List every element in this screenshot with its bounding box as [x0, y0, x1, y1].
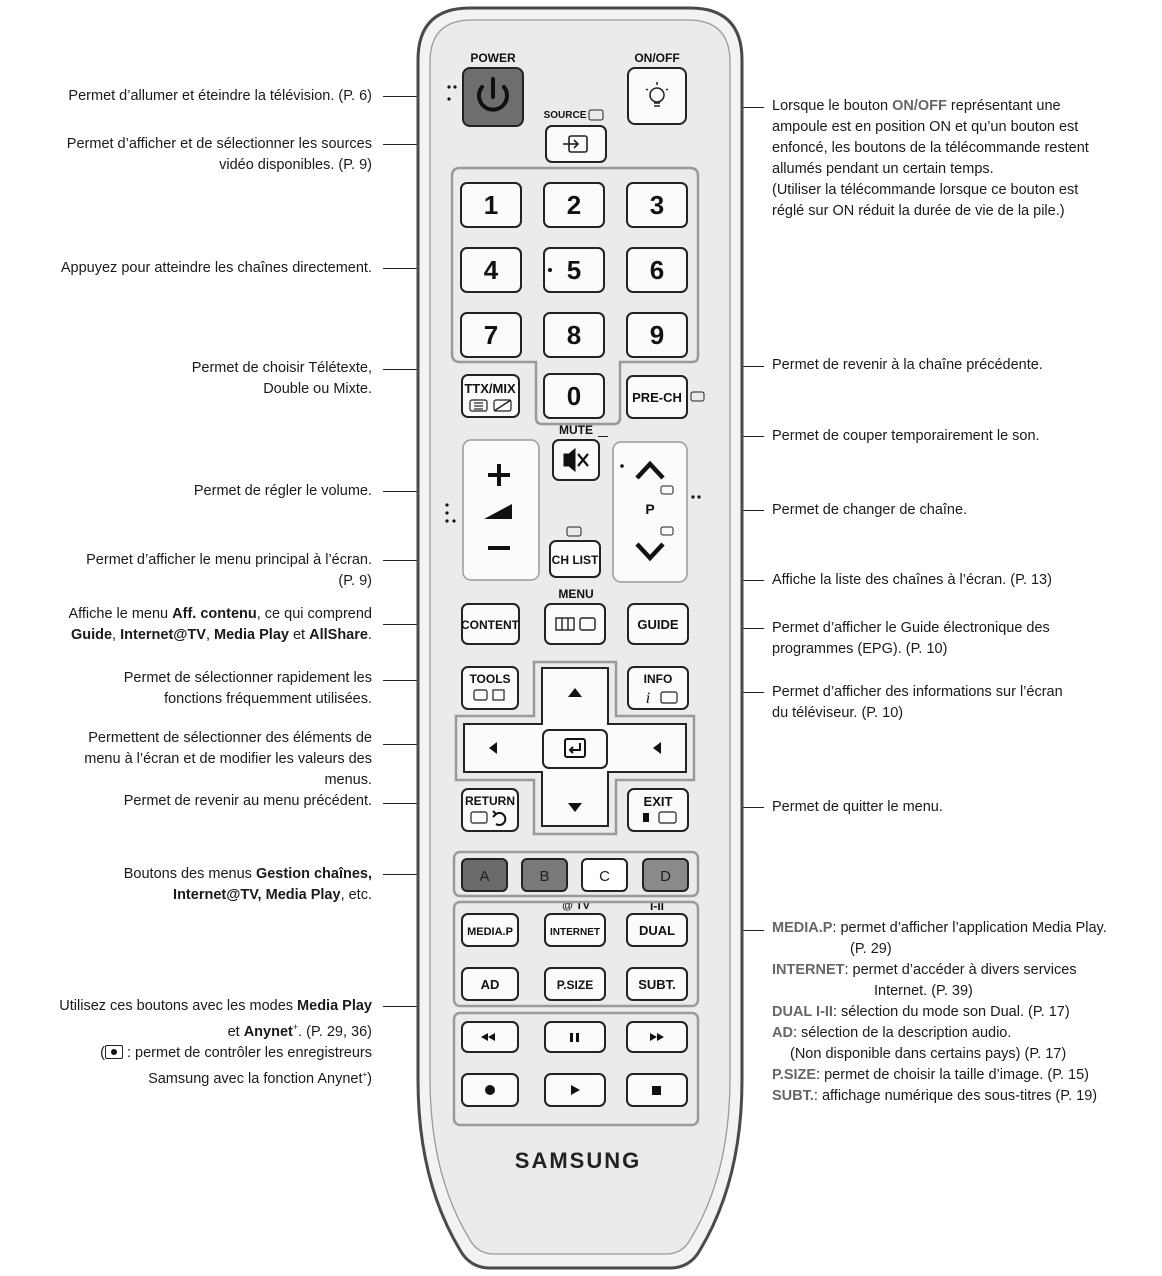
internet-label: INTERNET — [550, 927, 600, 938]
annotation-exit — [772, 797, 943, 818]
annotation-navigation — [84, 728, 372, 791]
digit-1-label: 1 — [483, 190, 499, 220]
text-span: , — [112, 627, 121, 643]
annotation-dual-line — [772, 1002, 1107, 1023]
power-label: POWER — [470, 51, 516, 65]
color-key-b-label: B — [539, 868, 550, 885]
return-label: RETURN — [465, 794, 515, 808]
text-bold: Media Play — [297, 998, 372, 1014]
text-span: : affichage numérique des sous-titres (P. 19) — [813, 1088, 1098, 1104]
text-bold: Media Play — [214, 627, 289, 643]
text-bold: Internet@TV — [120, 627, 206, 643]
annotation-tools-line2: fonctions fréquemment utilisées. — [164, 691, 372, 707]
color-key-d-label: D — [660, 868, 671, 885]
text-span: représentant une — [946, 98, 1061, 114]
dual-label: DUAL — [638, 923, 676, 938]
annotation-channel — [772, 500, 967, 521]
annotation-content — [68, 604, 372, 646]
annotation-media-line1 — [59, 996, 372, 1017]
annotation-tools — [124, 668, 372, 710]
digit-4-label: 4 — [483, 255, 499, 285]
annotation-onoff-line3: enfoncé, les boutons de la télécommande restent — [772, 140, 1089, 156]
annotation-ttx-line2: Double ou Mixte. — [263, 381, 372, 397]
text-span: , ce qui comprend — [256, 606, 372, 622]
annotation-exit-text: Permet de quitter le menu. — [772, 799, 943, 815]
annotation-prech — [772, 355, 1043, 376]
digit-2-label: 2 — [566, 190, 582, 220]
i-ii-label: I-II — [650, 899, 664, 913]
annotation-source — [67, 134, 372, 176]
text-highlight: AD — [772, 1025, 793, 1041]
annotation-numbers — [61, 258, 372, 279]
digit-8-label: 8 — [566, 320, 582, 350]
brand-logo: SAMSUNG — [514, 1148, 642, 1173]
text-span: : permet de contrôler les enregistreurs — [122, 1044, 372, 1061]
menu-button[interactable] — [545, 604, 605, 644]
annotation-mediap-page: (P. 29) — [850, 941, 892, 957]
annotation-power-text: Permet d’allumer et éteindre la télévision. (P. 6) — [68, 88, 372, 104]
pre-ch-label: PRE-CH — [632, 390, 682, 405]
digit-6-label: 6 — [649, 255, 665, 285]
text-span: Utilisez ces boutons avec les modes — [59, 998, 298, 1014]
channel-p-label: P — [645, 501, 655, 517]
annotation-content-line2 — [68, 625, 372, 646]
annotation-menu — [86, 550, 372, 592]
pause-button[interactable] — [545, 1022, 605, 1052]
annotation-source-line2: vidéo disponibles. (P. 9) — [219, 157, 372, 173]
annotation-media-line4 — [59, 1064, 372, 1090]
text-bold: AllShare — [309, 627, 368, 643]
annotation-onoff-line4: allumés pendant un certain temps. — [772, 161, 994, 177]
text-span: Lorsque le bouton — [772, 98, 893, 114]
text-span: et — [227, 1023, 244, 1040]
text-highlight: INTERNET — [772, 962, 845, 978]
exit-label: EXIT — [643, 794, 673, 809]
digit-5-dot — [548, 268, 552, 272]
digit-9-label: 9 — [649, 320, 665, 350]
annotation-guide — [772, 618, 1050, 660]
annotation-mute — [772, 426, 1040, 447]
leader-mute-connector — [598, 436, 608, 437]
annotation-power — [68, 86, 372, 107]
psize-label: P.SIZE — [556, 978, 594, 992]
annotation-subt-line — [772, 1086, 1107, 1107]
annotation-source-line1: Permet d’afficher et de sélectionner les sources — [66, 136, 372, 152]
text-span: et — [288, 627, 310, 643]
annotation-numbers-text: Appuyez pour atteindre les chaînes directement. — [60, 260, 372, 276]
annotation-onoff — [772, 96, 1089, 222]
digit-5-label: 5 — [566, 255, 582, 285]
annotation-info-line2: du téléviseur. (P. 10) — [772, 705, 904, 721]
digit-3-label: 3 — [649, 190, 665, 220]
menu-label: MENU — [558, 587, 594, 601]
text-sup: + — [292, 1022, 299, 1032]
annotation-ttx-line1: Permet de choisir Télétexte, — [191, 360, 372, 376]
text-bold: Anynet — [243, 1023, 293, 1040]
annotation-ad-line — [772, 1023, 1107, 1044]
text-span: ) — [367, 1070, 372, 1087]
annotation-volume — [194, 481, 372, 502]
chlist-label: CH LIST — [551, 553, 599, 567]
annotation-chlist-text: Affiche la liste des chaînes à l’écran. (P. 13) — [772, 572, 1052, 588]
annotation-return — [124, 791, 372, 812]
at-tv-label: @ TV — [562, 900, 590, 912]
text-span: ( — [100, 1044, 105, 1061]
text-span: , — [205, 627, 215, 643]
annotation-function-keys — [772, 918, 1107, 1107]
digit-7-label: 7 — [483, 320, 499, 350]
annotation-volume-text: Permet de régler le volume. — [193, 483, 372, 499]
onoff-label: ON/OFF — [634, 51, 680, 65]
annotation-content-line1 — [68, 604, 372, 625]
annotation-media-keys — [59, 996, 372, 1090]
annotation-guide-line2: programmes (EPG). (P. 10) — [772, 641, 948, 657]
text-span: , etc. — [340, 887, 372, 903]
annotation-psize-line — [772, 1065, 1107, 1086]
source-label: SOURCE — [543, 110, 587, 121]
record-dot — [111, 1049, 117, 1055]
annotation-onoff-line1 — [772, 96, 1089, 117]
text-highlight: MEDIA.P — [772, 920, 833, 936]
annotation-menu-line2: (P. 9) — [338, 573, 372, 589]
annotation-mediap-line — [772, 918, 1107, 939]
text-span: : permet d’afficher l’application Media Play. — [832, 920, 1107, 936]
annotation-info — [772, 682, 1063, 724]
mediap-label: MEDIA.P — [467, 926, 513, 938]
annotation-color-line2 — [124, 885, 372, 906]
guide-label: GUIDE — [637, 617, 679, 632]
subt-label: SUBT. — [638, 977, 676, 992]
annotation-mute-text: Permet de couper temporairement le son. — [772, 428, 1040, 444]
annotation-color-keys — [124, 864, 372, 906]
text-span: . — [367, 627, 372, 643]
text-highlight: P.SIZE — [772, 1067, 817, 1083]
mute-label: MUTE — [559, 423, 593, 437]
text-bold: Gestion chaînes, — [255, 866, 372, 882]
text-span: . (P. 29, 36) — [298, 1023, 372, 1040]
mute-button[interactable] — [553, 440, 599, 480]
annotation-onoff-line2: ampoule est en position ON et qu’un bouton est — [772, 119, 1079, 135]
text-span: : permet de choisir la taille d’image. (P. 15) — [816, 1067, 1090, 1083]
annotation-info-line1: Permet d’afficher des informations sur l’écran — [772, 684, 1063, 700]
text-span: : permet d’accéder à divers services — [844, 962, 1077, 978]
content-label: CONTENT — [461, 618, 519, 632]
channel-dot — [620, 464, 624, 468]
annotation-nav-line3: menus. — [324, 772, 372, 788]
text-span: : sélection de la description audio. — [792, 1025, 1012, 1041]
record-icon — [105, 1045, 123, 1059]
text-span: : sélection du mode son Dual. (P. 17) — [832, 1004, 1070, 1020]
text-sup: + — [362, 1069, 368, 1079]
text-highlight: ON/OFF — [892, 98, 947, 114]
annotation-tools-line1: Permet de sélectionner rapidement les — [123, 670, 372, 686]
text-span: Affiche le menu — [68, 606, 173, 622]
record-button-icon — [485, 1085, 495, 1095]
info-i-icon: i — [645, 690, 651, 707]
annotation-ttx — [192, 358, 372, 400]
annotation-onoff-line5: (Utiliser la télécommande lorsque ce bouton est — [772, 182, 1079, 198]
color-key-a-label: A — [479, 868, 490, 885]
text-highlight: DUAL I-II — [772, 1004, 833, 1020]
annotation-nav-line2: menu à l’écran et de modifier les valeurs des — [84, 751, 372, 767]
annotation-internet-page: Internet. (P. 39) — [874, 983, 973, 999]
text-span: Samsung avec la fonction Anynet — [148, 1070, 363, 1087]
annotation-nav-line1: Permettent de sélectionner des éléments de — [88, 730, 372, 746]
annotation-ad-note: (Non disponible dans certains pays) (P. 17) — [790, 1046, 1067, 1062]
info-label: INFO — [643, 672, 673, 686]
annotation-media-line2 — [59, 1017, 372, 1043]
remote-control — [405, 0, 750, 1276]
stop-icon — [652, 1086, 661, 1095]
annotation-menu-line1: Permet d’afficher le menu principal à l’écran. — [86, 552, 372, 568]
annotation-guide-line1: Permet d’afficher le Guide électronique des — [772, 620, 1050, 636]
color-key-c-label: C — [599, 868, 610, 885]
annotation-color-line1 — [124, 864, 372, 885]
onoff-button[interactable] — [628, 68, 686, 124]
ttx-mix-label: TTX/MIX — [464, 381, 516, 396]
tools-label: TOOLS — [469, 672, 511, 686]
annotation-prech-text: Permet de revenir à la chaîne précédente. — [772, 357, 1043, 373]
text-bold: Internet@TV, Media Play — [173, 887, 341, 903]
annotation-media-line3 — [59, 1043, 372, 1064]
digit-0-label: 0 — [566, 381, 582, 411]
annotation-onoff-line6: réglé sur ON réduit la durée de vie de la pile.) — [772, 203, 1065, 219]
annotation-internet-line — [772, 960, 1107, 981]
annotation-return-text: Permet de revenir au menu précédent. — [123, 793, 372, 809]
text-highlight: SUBT. — [772, 1088, 814, 1104]
annotation-channel-text: Permet de changer de chaîne. — [772, 502, 968, 518]
text-bold: Aff. contenu — [172, 606, 257, 622]
text-span: Boutons des menus — [123, 866, 256, 882]
ad-label: AD — [480, 977, 500, 992]
annotation-chlist — [772, 570, 1052, 591]
text-bold: Guide — [70, 627, 113, 643]
